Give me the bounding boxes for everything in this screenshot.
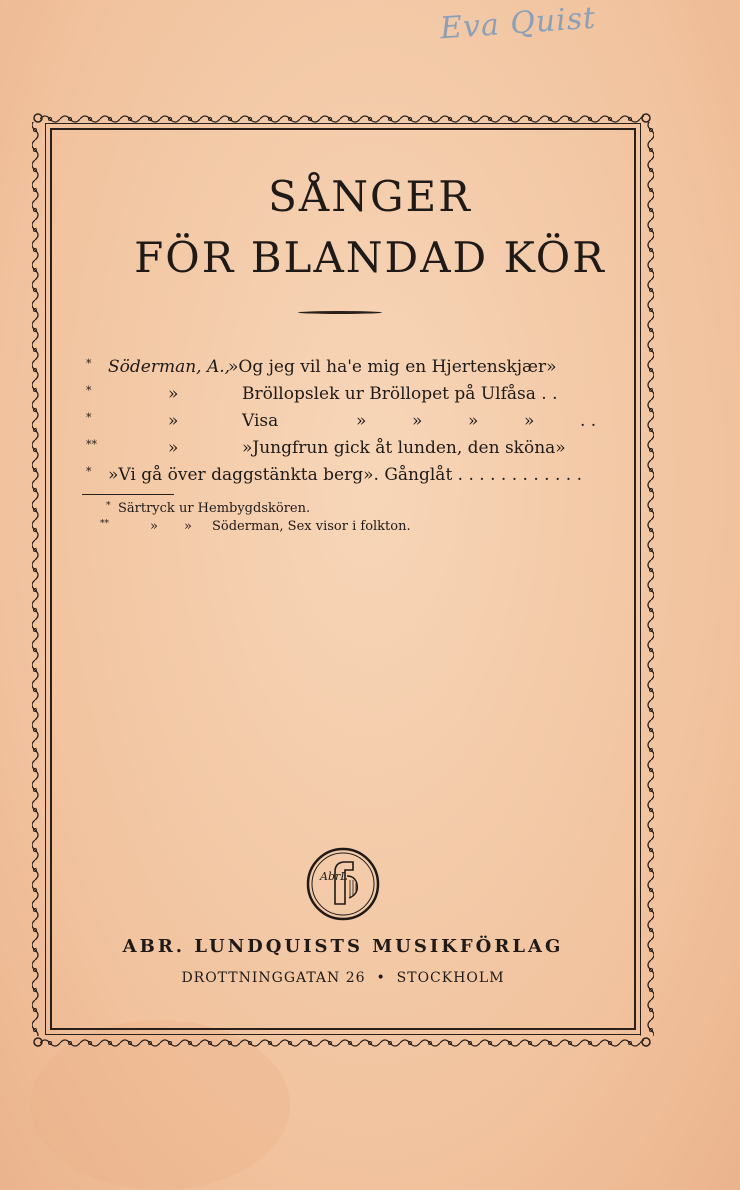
ditto-mark: » xyxy=(468,411,479,431)
composer-name: Söderman, A., xyxy=(108,357,231,377)
footnote-divider xyxy=(82,494,174,495)
ditto-marks xyxy=(356,408,636,435)
ditto-mark: » xyxy=(524,411,535,431)
ditto-mark: » xyxy=(184,519,192,534)
signature-text: Eva Quist xyxy=(438,0,598,47)
list-item xyxy=(86,462,586,489)
list-item xyxy=(86,354,586,381)
ditto-mark: » xyxy=(412,411,423,431)
title-line-2: FÖR BLANDAD KÖR xyxy=(134,233,606,282)
ditto-mark: » xyxy=(168,411,179,431)
asterisk-mark: * xyxy=(106,501,111,511)
ditto-mark: » xyxy=(356,411,367,431)
list-item xyxy=(86,408,597,435)
song-title: Bröllopslek ur Bröllopet på Ulfåsa . . xyxy=(242,384,558,404)
asterisk-mark: * xyxy=(86,465,92,478)
asterisk-mark: * xyxy=(86,384,92,397)
ditto-mark: » xyxy=(168,384,179,404)
address-street: DROTTNINGGATAN 26 xyxy=(181,970,366,986)
asterisk-mark: * xyxy=(86,357,92,370)
list-item xyxy=(86,381,586,408)
song-title: »Jungfrun gick åt lunden, den sköna» xyxy=(242,438,566,458)
publisher-address xyxy=(0,970,686,986)
dot-leader: . . xyxy=(580,411,597,431)
song-title: Visa xyxy=(242,411,279,431)
address-separator: • xyxy=(376,970,386,986)
svg-text:AbrL: AbrL xyxy=(320,870,348,883)
list-item xyxy=(86,435,586,462)
ditto-mark: » xyxy=(168,438,179,458)
song-title: »Og jeg vil ha'e mig en Hjertenskjær» xyxy=(228,357,557,377)
double-asterisk-mark: ** xyxy=(100,519,109,529)
footnote-text: Särtryck ur Hembygdskören. xyxy=(118,501,311,516)
footnote-text: Söderman, Sex visor i folkton. xyxy=(212,519,411,534)
double-asterisk-mark: ** xyxy=(86,438,97,451)
address-city: STOCKHOLM xyxy=(396,970,505,986)
contents-list xyxy=(86,354,597,489)
song-title: »Vi gå över daggstänkta berg». Gånglåt . . . . . . . . . . . . xyxy=(108,465,582,485)
title-line-1: SÅNGER xyxy=(268,172,472,221)
ditto-mark: » xyxy=(150,519,158,534)
asterisk-mark: * xyxy=(86,411,92,424)
title-divider xyxy=(298,311,382,314)
publisher-logo xyxy=(305,846,381,922)
publisher-name: ABR. LUNDQUISTS MUSIKFÖRLAG xyxy=(122,936,564,957)
